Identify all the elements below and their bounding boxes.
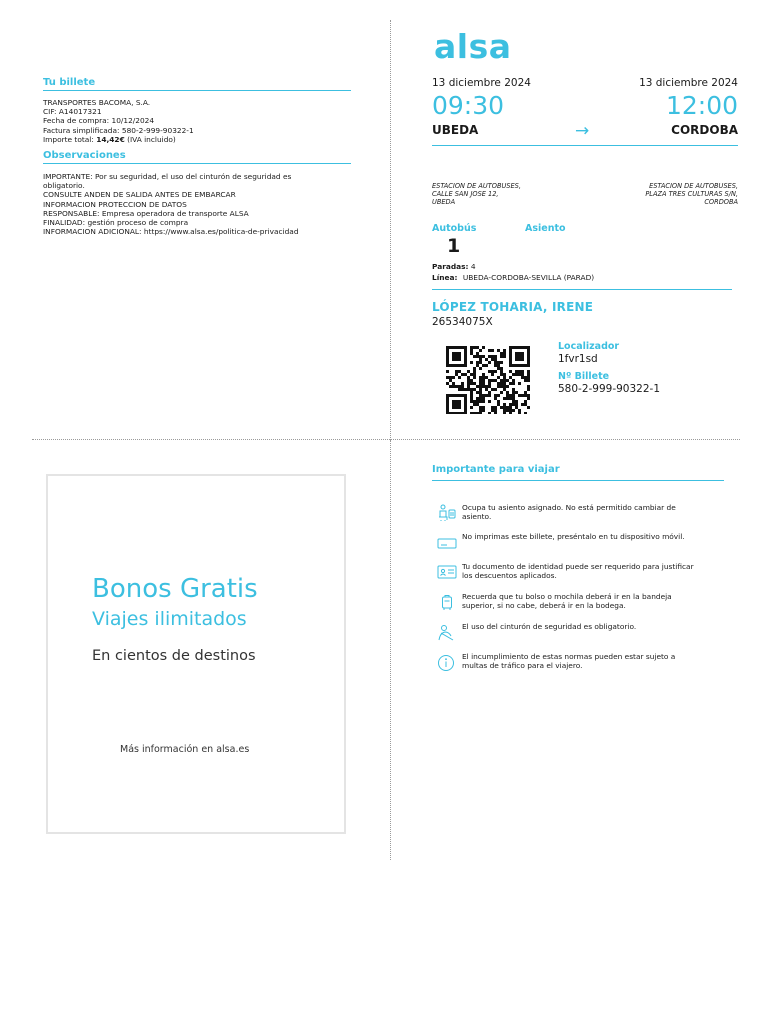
ticket-icon bbox=[436, 535, 458, 553]
promo-title: Bonos Gratis bbox=[92, 574, 258, 604]
promo-more-info: Más información en alsa.es bbox=[120, 744, 250, 755]
company-name: TRANSPORTES BACOMA, S.A. bbox=[43, 98, 151, 107]
company-cif: CIF: A14017321 bbox=[43, 107, 102, 117]
qr-code bbox=[446, 346, 530, 414]
tip-line: El uso del cinturón de seguridad es obligatorio. bbox=[462, 622, 637, 631]
passenger-name: LÓPEZ TOHARIA, IRENE bbox=[432, 300, 594, 314]
arrival-station-line: ESTACION DE AUTOBUSES, bbox=[649, 182, 738, 190]
stops-value: 4 bbox=[470, 262, 476, 271]
notes-line: INFORMACION PROTECCION DE DATOS bbox=[43, 199, 187, 209]
departure-station-line: UBEDA bbox=[432, 198, 456, 207]
vertical-fold-line-top bbox=[390, 20, 391, 440]
vertical-fold-line-bottom bbox=[390, 440, 391, 860]
tip-text bbox=[462, 503, 732, 521]
horizontal-fold-line bbox=[32, 439, 740, 440]
arrival-station-line: PLAZA TRES CULTURAS S/N, bbox=[645, 190, 738, 199]
alsa-logo: alsa bbox=[434, 27, 512, 66]
departure-date: 13 diciembre 2024 bbox=[432, 77, 531, 89]
total-label: Importe total: bbox=[43, 134, 94, 144]
line-value: UBEDA-CORDOBA-SEVILLA (PARAD) bbox=[462, 273, 595, 282]
tip-line: superior, si no cabe, deberá ir en la bodega. bbox=[462, 601, 626, 611]
arrival-date: 13 diciembre 2024 bbox=[639, 77, 738, 89]
tips-title: Importante para viajar bbox=[432, 464, 560, 475]
tip-line: El incumplimiento de estas normas pueden estar sujeto a bbox=[462, 652, 676, 661]
purchase-date: Fecha de compra: 10/12/2024 bbox=[43, 116, 155, 126]
promo-subtitle: Viajes ilimitados bbox=[92, 608, 247, 630]
seat-person-icon bbox=[436, 504, 458, 522]
notes-line: CONSULTE ANDEN DE SALIDA ANTES DE EMBARCAR bbox=[43, 190, 236, 200]
locator-value: 1fvr1sd bbox=[558, 353, 598, 365]
tip-line: multas de tráfico para el viajero. bbox=[462, 661, 583, 671]
ticket-info-block bbox=[43, 98, 351, 144]
arrival-station-line: CORDOBA bbox=[704, 198, 738, 207]
departure-time: 09:30 bbox=[432, 91, 505, 120]
tip-line: Tu documento de identidad puede ser requerido para justificar bbox=[462, 562, 694, 571]
stops-label: Paradas: bbox=[432, 262, 469, 271]
tip-line: Ocupa tu asiento asignado. No está permitido cambiar de bbox=[462, 503, 676, 512]
id-card-icon bbox=[436, 563, 458, 581]
seatbelt-icon bbox=[436, 624, 458, 642]
tip-text bbox=[462, 532, 732, 541]
stops bbox=[432, 262, 476, 271]
tip-line: asiento. bbox=[462, 512, 492, 522]
notes-line: IMPORTANTE: Por su seguridad, el uso del cinturón de seguridad es bbox=[43, 172, 292, 181]
total-amount bbox=[43, 135, 351, 144]
line-label: Línea: bbox=[432, 273, 458, 282]
tip-text bbox=[462, 622, 732, 631]
passenger-id: 26534075X bbox=[432, 316, 493, 328]
departure-city: UBEDA bbox=[432, 123, 479, 137]
ticket-info-title: Tu billete bbox=[43, 77, 96, 88]
departure-station-line: ESTACION DE AUTOBUSES, bbox=[432, 182, 521, 190]
tip-text bbox=[462, 652, 732, 670]
bus-line bbox=[432, 273, 594, 282]
tips-rule bbox=[432, 480, 724, 481]
departure-station-line: CALLE SAN JOSE 12, bbox=[432, 190, 499, 199]
info-icon bbox=[436, 654, 458, 672]
tip-line: No imprimas este billete, preséntalo en tu dispositivo móvil. bbox=[462, 532, 685, 541]
invoice-number: Factura simplificada: 580-2-999-90322-1 bbox=[43, 125, 194, 135]
locator-label: Localizador bbox=[558, 341, 620, 352]
total-suffix: (IVA incluido) bbox=[127, 134, 176, 144]
ticket-info-rule bbox=[43, 90, 351, 91]
ticket-number-value: 580-2-999-90322-1 bbox=[558, 383, 661, 395]
tip-text bbox=[462, 562, 732, 580]
notes-line: RESPONSABLE: Empresa operadora de transporte ALSA bbox=[43, 208, 249, 218]
arrival-station bbox=[645, 182, 738, 207]
notes-block bbox=[43, 172, 353, 236]
promo-tagline: En cientos de destinos bbox=[92, 648, 256, 664]
promo-card bbox=[46, 474, 346, 834]
notes-line: FINALIDAD: gestión proceso de compra bbox=[43, 218, 189, 228]
notes-line: obligatorio. bbox=[43, 181, 85, 191]
arrival-city: CORDOBA bbox=[671, 123, 738, 137]
arrival-time: 12:00 bbox=[665, 91, 738, 120]
bus-label: Autobús bbox=[432, 223, 477, 234]
route-rule bbox=[432, 145, 738, 146]
tip-line: Recuerda que tu bolso o mochila deberá ir en la bandeja bbox=[462, 592, 672, 601]
tip-line: los descuentos aplicados. bbox=[462, 571, 557, 581]
tip-text bbox=[462, 592, 732, 610]
arrow-right-icon: → bbox=[575, 121, 590, 141]
seat-label: Asiento bbox=[525, 223, 566, 234]
notes-rule bbox=[43, 163, 351, 164]
luggage-icon bbox=[436, 594, 458, 612]
ticket-number-label: Nº Billete bbox=[558, 371, 610, 382]
notes-title: Observaciones bbox=[43, 150, 126, 161]
total-value: 14,42€ bbox=[96, 134, 125, 144]
notes-line: INFORMACION ADICIONAL: https://www.alsa.es/politica-de-privacidad bbox=[43, 227, 299, 237]
departure-station bbox=[432, 182, 521, 207]
bus-number: 1 bbox=[447, 235, 461, 257]
bus-rule bbox=[432, 289, 732, 290]
